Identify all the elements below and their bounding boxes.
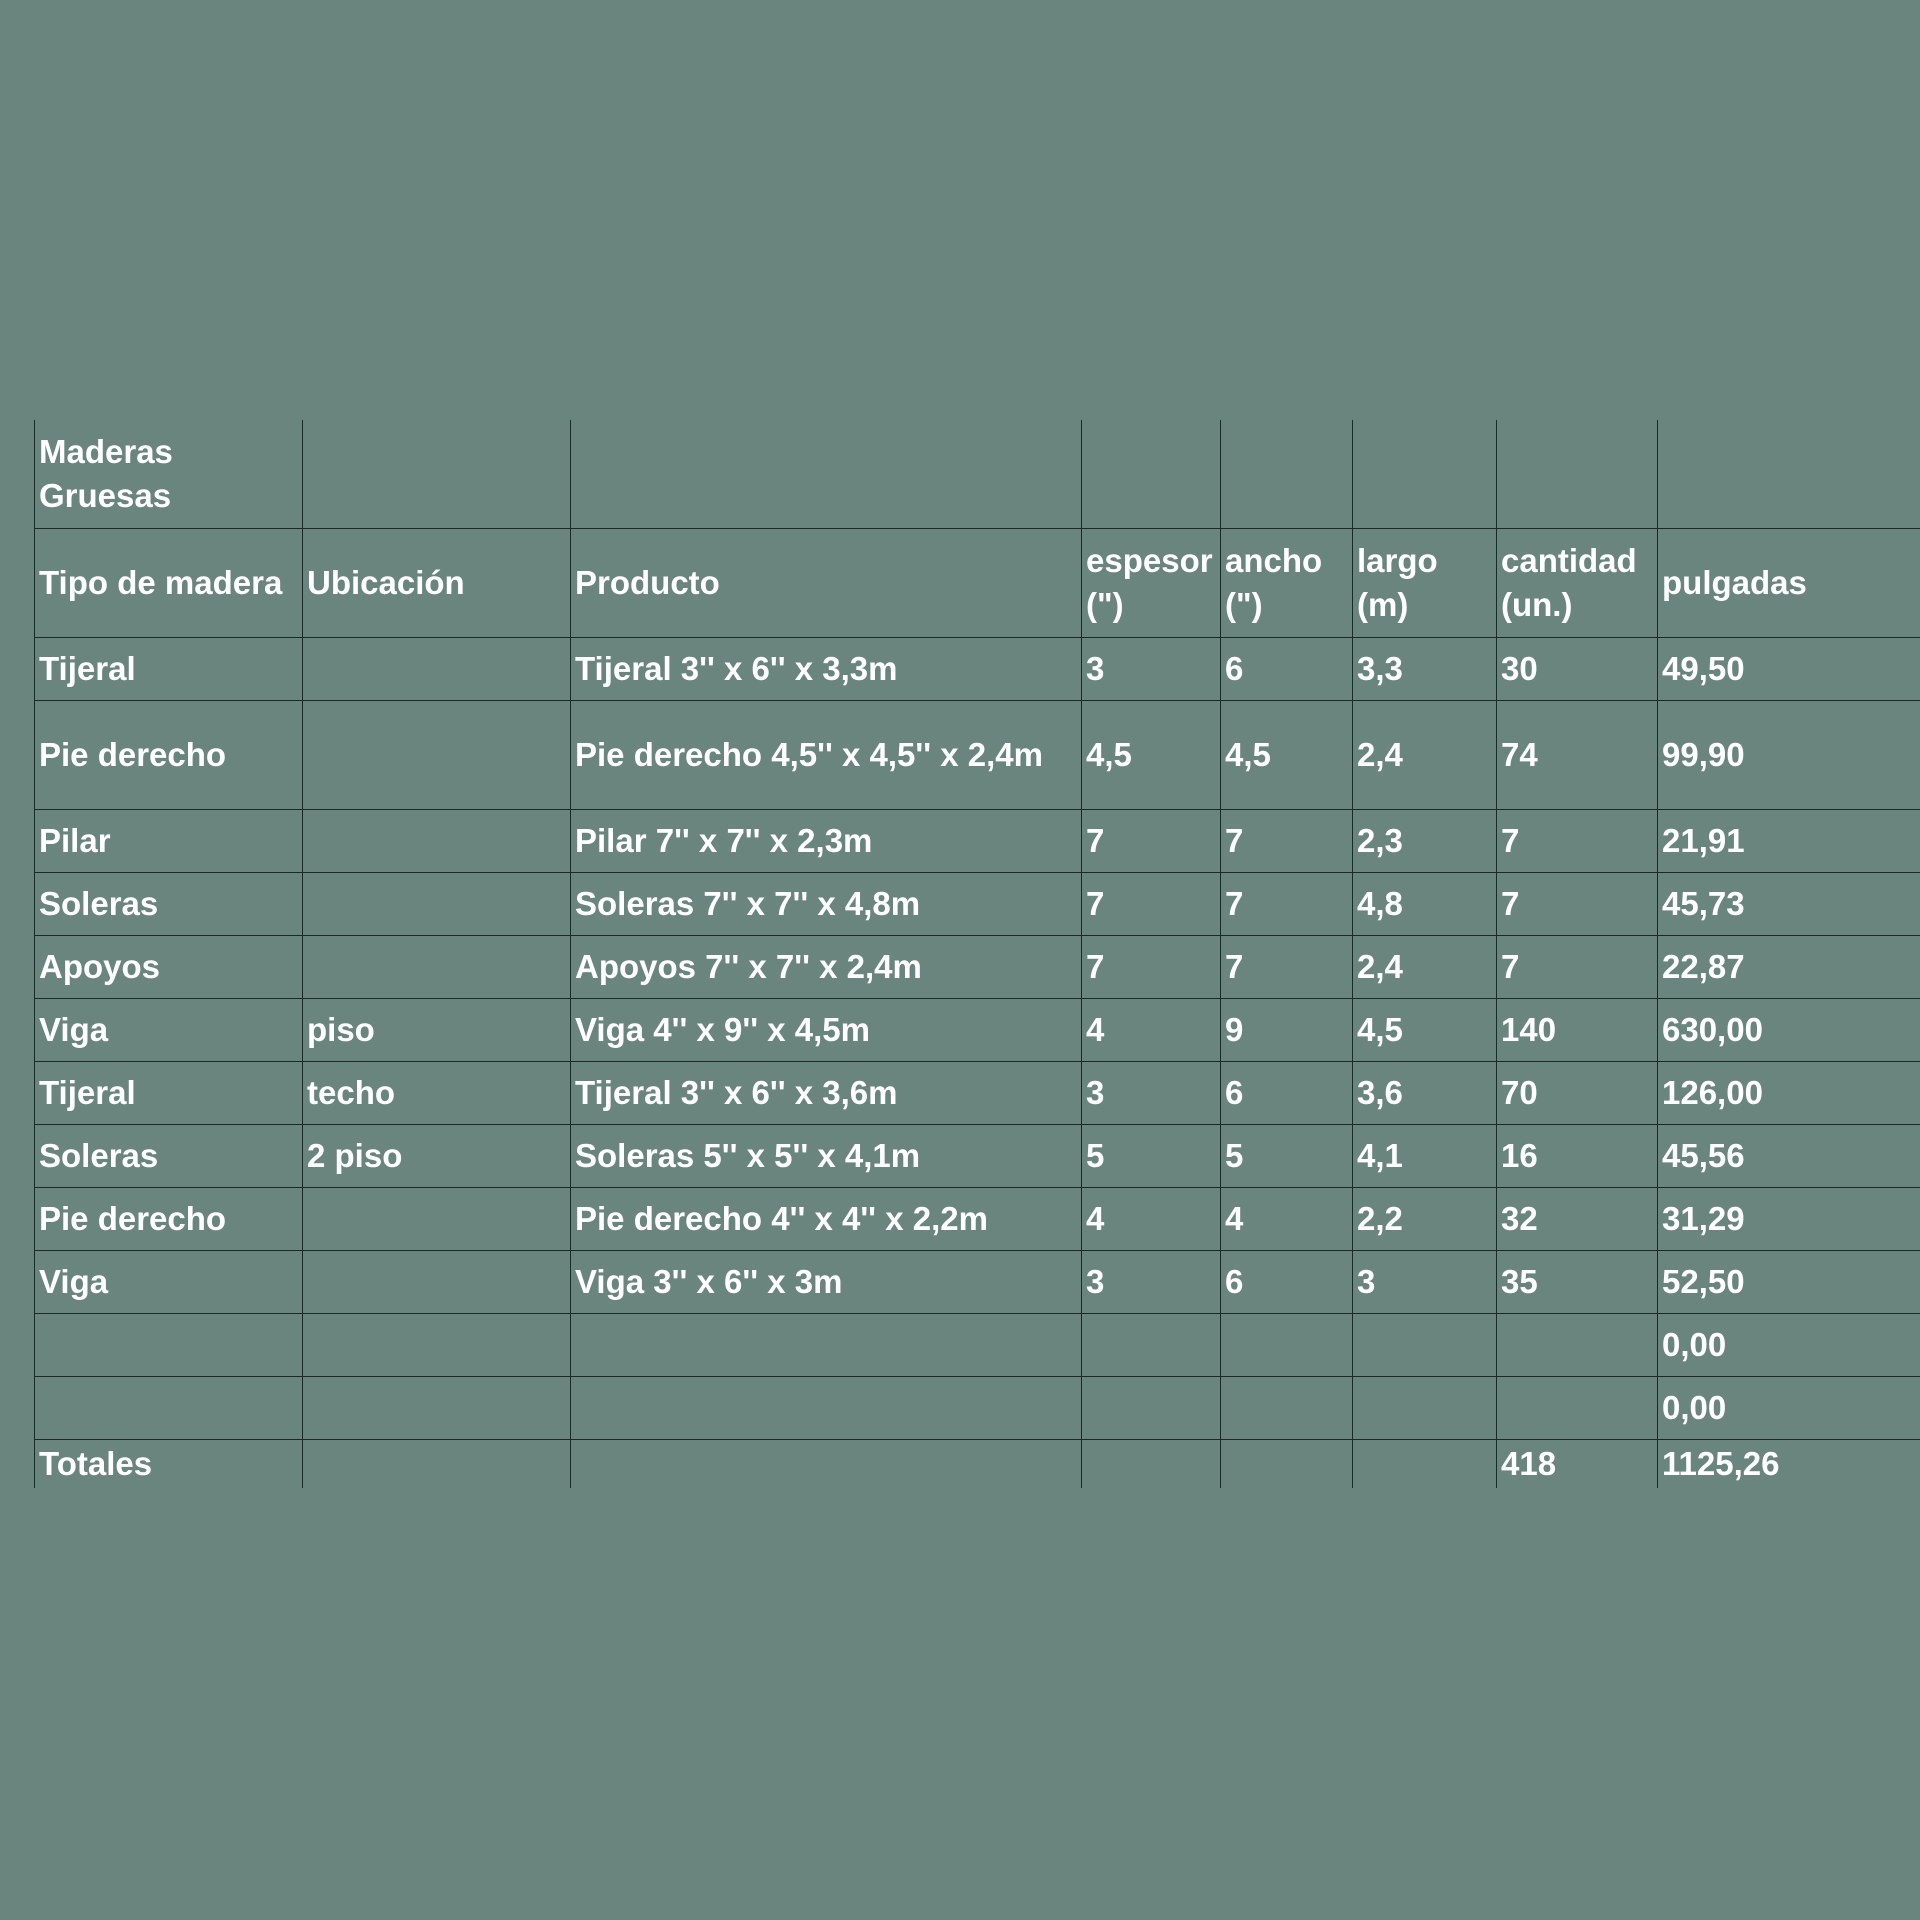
- cell-pulgadas: 31,29: [1658, 1188, 1920, 1251]
- totals-cantidad: 418: [1497, 1440, 1658, 1489]
- cell-producto: Pie derecho 4'' x 4'' x 2,2m: [571, 1188, 1082, 1251]
- cell-tipo: Pie derecho: [35, 1188, 303, 1251]
- cell-tipo: Tijeral: [35, 1062, 303, 1125]
- cell-producto: Apoyos 7'' x 7'' x 2,4m: [571, 936, 1082, 999]
- cell-pulgadas: 126,00: [1658, 1062, 1920, 1125]
- cell-pulgadas: 21,91: [1658, 810, 1920, 873]
- cell-largo: 3,6: [1353, 1062, 1497, 1125]
- cell-ancho: 5: [1221, 1125, 1353, 1188]
- cell-espesor: 4: [1082, 1188, 1221, 1251]
- table-title: Maderas Gruesas: [35, 420, 303, 529]
- cell-producto: Viga 3'' x 6'' x 3m: [571, 1251, 1082, 1314]
- cell-producto: Pilar 7'' x 7'' x 2,3m: [571, 810, 1082, 873]
- cell-cantidad: 35: [1497, 1251, 1658, 1314]
- table-row: [35, 638, 1920, 701]
- table-row: [35, 810, 1920, 873]
- cell-ubicacion: [303, 1377, 571, 1440]
- table-row: [35, 1377, 1920, 1440]
- table-cell: [571, 420, 1082, 529]
- cell-largo: 2,2: [1353, 1188, 1497, 1251]
- header-producto: Producto: [571, 529, 1082, 638]
- cell-ancho: 6: [1221, 638, 1353, 701]
- totals-row: [35, 1440, 1920, 1489]
- cell-ubicacion: [303, 638, 571, 701]
- cell-pulgadas: 99,90: [1658, 701, 1920, 810]
- cell-tipo: Viga: [35, 1251, 303, 1314]
- table-cell: [1497, 420, 1658, 529]
- cell-tipo: Soleras: [35, 873, 303, 936]
- header-espesor: espesor ("): [1082, 529, 1221, 638]
- cell-espesor: 3: [1082, 1062, 1221, 1125]
- cell-cantidad: 74: [1497, 701, 1658, 810]
- cell-ancho: 7: [1221, 810, 1353, 873]
- table-row: [35, 1188, 1920, 1251]
- cell-espesor: 7: [1082, 810, 1221, 873]
- cell-ancho: [1221, 1314, 1353, 1377]
- cell-tipo: Viga: [35, 999, 303, 1062]
- totals-pulgadas: 1125,26: [1658, 1440, 1920, 1489]
- cell-espesor: 3: [1082, 1251, 1221, 1314]
- header-ancho: ancho ("): [1221, 529, 1353, 638]
- header-tipo: Tipo de madera: [35, 529, 303, 638]
- cell-cantidad: 140: [1497, 999, 1658, 1062]
- cell-ancho: [1221, 1440, 1353, 1489]
- table-cell: [303, 420, 571, 529]
- cell-cantidad: 7: [1497, 936, 1658, 999]
- cell-largo: 2,4: [1353, 701, 1497, 810]
- table-row: [35, 1314, 1920, 1377]
- cell-cantidad: 16: [1497, 1125, 1658, 1188]
- table-row: [35, 1062, 1920, 1125]
- cell-tipo: Soleras: [35, 1125, 303, 1188]
- cell-largo: 2,3: [1353, 810, 1497, 873]
- cell-pulgadas: 630,00: [1658, 999, 1920, 1062]
- cell-ubicacion: [303, 1314, 571, 1377]
- cell-ancho: [1221, 1377, 1353, 1440]
- cell-espesor: 7: [1082, 873, 1221, 936]
- cell-ubicacion: [303, 936, 571, 999]
- cell-ubicacion: piso: [303, 999, 571, 1062]
- cell-ubicacion: [303, 1251, 571, 1314]
- cell-producto: [571, 1377, 1082, 1440]
- cell-tipo: Apoyos: [35, 936, 303, 999]
- cell-pulgadas: 0,00: [1658, 1314, 1920, 1377]
- cell-cantidad: 30: [1497, 638, 1658, 701]
- cell-pulgadas: 49,50: [1658, 638, 1920, 701]
- cell-ancho: 4: [1221, 1188, 1353, 1251]
- cell-tipo: Tijeral: [35, 638, 303, 701]
- cell-espesor: [1082, 1377, 1221, 1440]
- cell-producto: Tijeral 3'' x 6'' x 3,6m: [571, 1062, 1082, 1125]
- cell-espesor: 4: [1082, 999, 1221, 1062]
- cell-largo: 3: [1353, 1251, 1497, 1314]
- cell-cantidad: 7: [1497, 873, 1658, 936]
- cell-ubicacion: [303, 1188, 571, 1251]
- cell-pulgadas: 0,00: [1658, 1377, 1920, 1440]
- cell-tipo: Pilar: [35, 810, 303, 873]
- table-row: [35, 873, 1920, 936]
- cell-largo: 4,8: [1353, 873, 1497, 936]
- table-cell: [1658, 420, 1920, 529]
- cell-ubicacion: [303, 873, 571, 936]
- cell-producto: [571, 1440, 1082, 1489]
- table-cell: [1353, 420, 1497, 529]
- cell-ubicacion: [303, 701, 571, 810]
- cell-cantidad: [1497, 1314, 1658, 1377]
- cell-pulgadas: 45,56: [1658, 1125, 1920, 1188]
- cell-ancho: 9: [1221, 999, 1353, 1062]
- lumber-table: [34, 420, 1920, 1488]
- cell-pulgadas: 52,50: [1658, 1251, 1920, 1314]
- cell-cantidad: 70: [1497, 1062, 1658, 1125]
- cell-largo: 2,4: [1353, 936, 1497, 999]
- cell-pulgadas: 22,87: [1658, 936, 1920, 999]
- cell-ancho: 4,5: [1221, 701, 1353, 810]
- cell-espesor: 7: [1082, 936, 1221, 999]
- cell-cantidad: [1497, 1377, 1658, 1440]
- cell-ancho: 7: [1221, 873, 1353, 936]
- cell-cantidad: 7: [1497, 810, 1658, 873]
- cell-largo: 4,5: [1353, 999, 1497, 1062]
- cell-cantidad: 32: [1497, 1188, 1658, 1251]
- cell-tipo: [35, 1314, 303, 1377]
- cell-largo: [1353, 1440, 1497, 1489]
- header-row: [35, 529, 1920, 638]
- cell-espesor: [1082, 1440, 1221, 1489]
- cell-largo: 4,1: [1353, 1125, 1497, 1188]
- table-row: [35, 936, 1920, 999]
- header-ubicacion: Ubicación: [303, 529, 571, 638]
- table-cell: [1221, 420, 1353, 529]
- header-largo: largo (m): [1353, 529, 1497, 638]
- cell-tipo: [35, 1377, 303, 1440]
- table-cell: [1082, 420, 1221, 529]
- cell-pulgadas: 45,73: [1658, 873, 1920, 936]
- cell-espesor: 5: [1082, 1125, 1221, 1188]
- cell-producto: Soleras 7'' x 7'' x 4,8m: [571, 873, 1082, 936]
- cell-producto: Pie derecho 4,5'' x 4,5'' x 2,4m: [571, 701, 1082, 810]
- cell-producto: Soleras 5'' x 5'' x 4,1m: [571, 1125, 1082, 1188]
- cell-ancho: 6: [1221, 1062, 1353, 1125]
- header-pulgadas: pulgadas: [1658, 529, 1920, 638]
- table-row: [35, 999, 1920, 1062]
- table-row: [35, 1125, 1920, 1188]
- cell-producto: Viga 4'' x 9'' x 4,5m: [571, 999, 1082, 1062]
- table-row: [35, 701, 1920, 810]
- cell-largo: 3,3: [1353, 638, 1497, 701]
- totals-label: Totales: [35, 1440, 303, 1489]
- cell-largo: [1353, 1377, 1497, 1440]
- cell-ubicacion: 2 piso: [303, 1125, 571, 1188]
- cell-ancho: 6: [1221, 1251, 1353, 1314]
- cell-ubicacion: [303, 810, 571, 873]
- cell-tipo: Pie derecho: [35, 701, 303, 810]
- cell-largo: [1353, 1314, 1497, 1377]
- cell-ubicacion: [303, 1440, 571, 1489]
- title-row: [35, 420, 1920, 529]
- cell-producto: Tijeral 3'' x 6'' x 3,3m: [571, 638, 1082, 701]
- cell-espesor: 4,5: [1082, 701, 1221, 810]
- cell-ancho: 7: [1221, 936, 1353, 999]
- cell-producto: [571, 1314, 1082, 1377]
- cell-ubicacion: techo: [303, 1062, 571, 1125]
- table-row: [35, 1251, 1920, 1314]
- cell-espesor: 3: [1082, 638, 1221, 701]
- cell-espesor: [1082, 1314, 1221, 1377]
- header-cantidad: cantidad (un.): [1497, 529, 1658, 638]
